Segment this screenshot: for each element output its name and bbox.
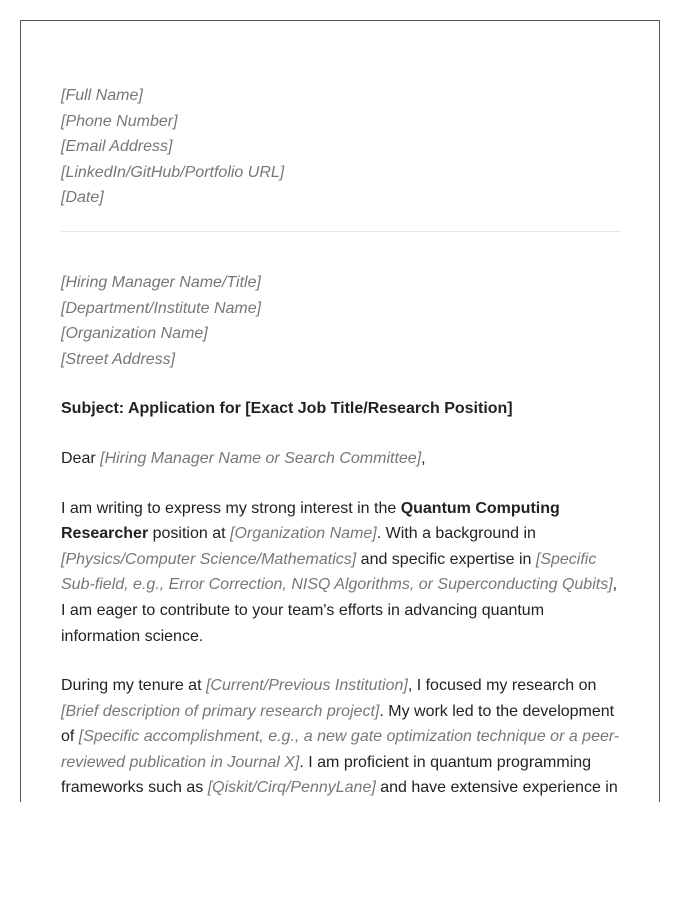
greeting <box>61 446 621 472</box>
sender-url: [LinkedIn/GitHub/Portfolio URL] <box>61 163 285 181</box>
sender-date: [Date] <box>61 189 104 207</box>
para1-text-4: and specific expertise in <box>356 550 536 568</box>
para1-placeholder-organization: [Organization Name] <box>230 525 377 543</box>
para1-job-title: Quantum Computing Researcher <box>61 499 560 543</box>
paragraph-intro <box>61 496 621 650</box>
para1-text-2: position at <box>148 525 230 543</box>
letter-page <box>20 20 660 900</box>
recipient-block <box>61 270 621 372</box>
letter-body <box>61 83 621 801</box>
subject-line: Subject: Application for [Exact Job Title/Research Position] <box>61 400 513 418</box>
para2-text-1: During my tenure at <box>61 677 206 695</box>
para2-placeholder-project: [Brief description of primary research project] <box>61 702 380 720</box>
section-divider <box>61 231 621 232</box>
para1-text-3: . With a background in <box>376 525 536 543</box>
sender-phone: [Phone Number] <box>61 112 178 130</box>
para2-text-4: . I am proficient in quantum programming frameworks such as <box>61 753 592 797</box>
para1-placeholder-background: [Physics/Computer Science/Mathematics] <box>61 550 357 568</box>
recipient-manager: [Hiring Manager Name/Title] <box>61 273 261 291</box>
recipient-street: [Street Address] <box>61 350 176 368</box>
recipient-department: [Department/Institute Name] <box>61 299 262 317</box>
sender-block <box>61 83 621 211</box>
para2-text-2: , I focused my research on <box>407 677 597 695</box>
para1-placeholder-subfield: [Specific Sub-field, e.g., Error Correction, NISQ Algorithms, or Superconducting Qubits] <box>61 550 613 594</box>
para1-text-5: , I am eager to contribute to your team's efforts in advancing quantum information science. <box>61 576 618 645</box>
para2-text-5: and have extensive experience in <box>375 779 618 797</box>
para1-text-1: I am writing to express my strong interest in the <box>61 499 401 517</box>
greeting-prefix: Dear <box>61 449 101 467</box>
paragraph-experience <box>61 673 621 801</box>
sender-full-name: [Full Name] <box>61 87 143 104</box>
recipient-organization: [Organization Name] <box>61 325 208 343</box>
para2-placeholder-accomplishment: [Specific accomplishment, e.g., a new gate optimization technique or a peer-reviewed publication in Journal X] <box>61 728 620 771</box>
page-cutoff <box>0 802 700 900</box>
para2-placeholder-frameworks: [Qiskit/Cirq/PennyLane] <box>207 779 376 797</box>
sender-email: [Email Address] <box>61 138 173 156</box>
para2-placeholder-institution: [Current/Previous Institution] <box>205 677 408 695</box>
para2-text-3: . My work led to the development of <box>61 702 615 746</box>
greeting-name: [Hiring Manager Name or Search Committee] <box>100 449 422 467</box>
greeting-suffix: , <box>421 449 426 467</box>
